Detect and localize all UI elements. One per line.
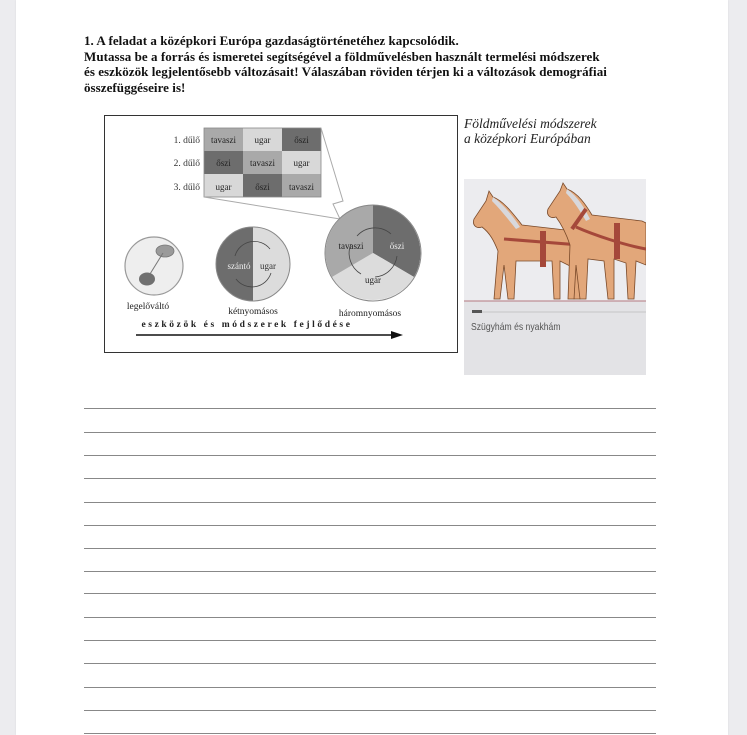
three-field-label: háromnyomásos — [338, 309, 402, 319]
cell-text: tavaszi — [250, 158, 275, 168]
segment-label: őszi — [389, 241, 405, 251]
task-line: Mutassa be a forrás és ismeretei segítségével a földművelésben használt termelési módszerek — [84, 48, 600, 64]
cell-text: őszi — [255, 182, 270, 192]
answer-line[interactable] — [84, 502, 656, 503]
two-field-label: kétnyomásos — [228, 307, 278, 317]
crop-rotation-figure — [104, 115, 458, 353]
answer-line[interactable] — [84, 525, 656, 526]
answer-line[interactable] — [84, 687, 656, 688]
label-marker — [472, 310, 482, 313]
segment-label: ugar — [260, 261, 276, 271]
segment-label: ugar — [365, 275, 381, 285]
answer-line[interactable] — [84, 640, 656, 641]
answer-line[interactable] — [84, 548, 656, 549]
task-text — [84, 33, 694, 95]
pasture-label: legelőváltó — [126, 302, 170, 312]
caption-line: a középkori Európában — [464, 131, 591, 146]
answer-line[interactable] — [84, 593, 656, 594]
answer-line[interactable] — [84, 455, 656, 456]
answer-line[interactable] — [84, 432, 656, 433]
arrow-label: eszközök és módszerek fejlődése — [141, 320, 353, 330]
cell-text: ugar — [254, 135, 271, 145]
cell-text: őszi — [216, 158, 231, 168]
answer-line[interactable] — [84, 710, 656, 711]
arrow-head-icon — [391, 331, 403, 339]
row-label: 1. dűlő — [173, 136, 200, 146]
cell-text: tavaszi — [289, 182, 314, 192]
answer-line[interactable] — [84, 408, 656, 409]
photo-label: Szügyhám és nyakhám — [471, 321, 561, 333]
cell-text: ugar — [293, 158, 310, 168]
cell-text: ugar — [215, 182, 232, 192]
task-line: és eszközök legjelentősebb változásait! Válaszában röviden térjen ki a változások demográfiai — [84, 64, 607, 79]
three-field-diagram — [325, 205, 421, 319]
segment-label: tavaszi — [338, 241, 364, 251]
cell-text: őszi — [294, 135, 309, 145]
answer-line[interactable] — [84, 617, 656, 618]
answer-line[interactable] — [84, 733, 656, 734]
segment-label: szántó — [227, 261, 251, 271]
row-label: 3. dűlő — [173, 183, 200, 193]
figure-caption — [464, 116, 597, 146]
cell-text: tavaszi — [211, 135, 236, 145]
rotation-table — [174, 128, 321, 197]
worksheet-page — [16, 0, 728, 735]
two-field-diagram — [216, 227, 290, 317]
row-label: 2. dűlő — [173, 159, 200, 169]
task-heading: 1. A feladat a középkori Európa gazdaságtörténetéhez kapcsolódik. — [84, 33, 459, 48]
pasture-rotation-diagram — [125, 237, 183, 312]
answer-line[interactable] — [84, 571, 656, 572]
harness-illustration — [464, 179, 646, 375]
task-line: összefüggéseire is! — [84, 79, 186, 95]
answer-line[interactable] — [84, 478, 656, 479]
caption-line: Földművelési módszerek — [464, 116, 597, 131]
answer-line[interactable] — [84, 663, 656, 664]
